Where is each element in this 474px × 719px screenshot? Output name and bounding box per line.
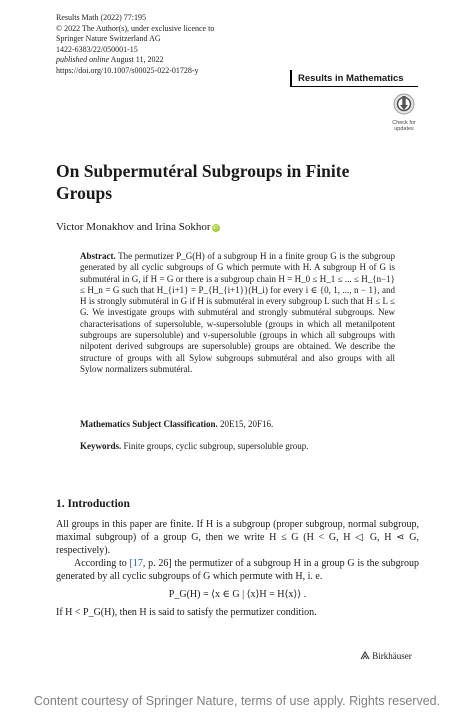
copyright-line-2: Springer Nature Switzerland AG — [56, 34, 161, 44]
authors: Victor Monakhov and Irina Sokhor — [56, 221, 211, 233]
crossmark-label-1: Check for — [392, 120, 416, 126]
orcid-icon[interactable]: iD — [213, 225, 218, 231]
abstract-text: The permutizer P_G(H) of a subgroup H in a finite group G is the subgroup generated by all cyclic subgroups of G which permute with H. A subgroup H of G is submutéral in G, if H = G or there is a subgroup chain H = H_0 ≤ H_1 ≤ ... ≤ H_{n−1} ≤ H_n = G such that H_{i+1} = P_{H_{i+1}}(H_i) for every i ∈ {0, 1, ..., n − 1}, and H is strongly submutéral in G if H is submutéral in every subgroup L such that H ≤ L ≤ G. We investigate groups with submutéral and strongly submutéral subgroups. New characterisations of supersoluble, w-supersoluble (groups in which all metanilpotent subgroups are supersoluble) and v-supersoluble (groups in which all subgroups with nilpotent derived subgroups are supersoluble) groups are obtained. We describe the structure of groups with all Sylow subgroups submutéral and also groups with all Sylow normalizers submutéral. — [80, 251, 395, 374]
published-date: August 11, 2022 — [110, 55, 164, 65]
check-for-updates-badge[interactable] — [389, 93, 419, 132]
keywords — [80, 441, 395, 452]
copyright-line-1: © 2022 The Author(s), under exclusive licence to — [56, 23, 215, 33]
publisher-logo — [360, 651, 412, 661]
paragraph-2 — [56, 557, 419, 583]
abstract-label: Abstract. — [80, 251, 116, 261]
msc-value: 20E15, 20F16. — [219, 419, 274, 429]
paragraph-1: All groups in this paper are finite. If H is a subgroup (proper subgroup, normal subgroup, maximal subgroup) of a group G, then we write H ≤ G (H < G, H ◁ G, H ⋖ G, respectively). — [56, 519, 419, 556]
publisher-name: Birkhäuser — [372, 651, 412, 661]
body-text — [56, 518, 419, 619]
citation-link[interactable]: [17 — [129, 558, 143, 569]
citation: Results Math (2022) 77:195 — [56, 13, 146, 22]
footer-notice: Content courtesy of Springer Nature, terms of use apply. Rights reserved. — [33, 694, 441, 708]
permutizer-equation: P_G(H) = ⟨x ∈ G | ⟨x⟩H = H⟨x⟩⟩ . — [168, 589, 307, 600]
keywords-label: Keywords. — [80, 441, 122, 451]
published-line — [56, 55, 214, 66]
publisher-icon — [360, 651, 370, 660]
paragraph-3: If H < P_G(H), then H is said to satisfy the permutizer condition. — [56, 607, 317, 618]
crossmark-icon — [393, 93, 415, 115]
section-number: 1. — [56, 498, 65, 510]
paragraph-2-rest: the permutizer of a subgroup H in a group G is the subgroup generated by all cyclic subgroups of G which permute with H, i. e. — [56, 558, 419, 582]
msc-label: Mathematics Subject Classification. — [80, 419, 218, 429]
journal-name: Results in Mathematics — [290, 70, 418, 87]
article-metadata — [56, 13, 214, 77]
crossmark-label-2: updates — [394, 126, 414, 132]
section-title: Introduction — [67, 498, 130, 510]
citation-page: , p. 26] — [142, 558, 172, 569]
paper-title: On Subpermutéral Subgroups in Finite Groups — [56, 161, 350, 203]
keywords-value: Finite groups, cyclic subgroup, supersoluble group. — [123, 441, 309, 451]
published-label: published online — [56, 55, 110, 65]
doi-link[interactable]: https://doi.org/10.1007/s00025-022-01728-y — [56, 65, 199, 75]
authors-line — [56, 221, 220, 233]
section-heading — [56, 498, 130, 510]
msc-classification — [80, 419, 395, 430]
abstract — [80, 251, 395, 375]
paragraph-2-start: According to — [74, 558, 130, 569]
issn: 1422-6383/22/050001-15 — [56, 44, 138, 54]
